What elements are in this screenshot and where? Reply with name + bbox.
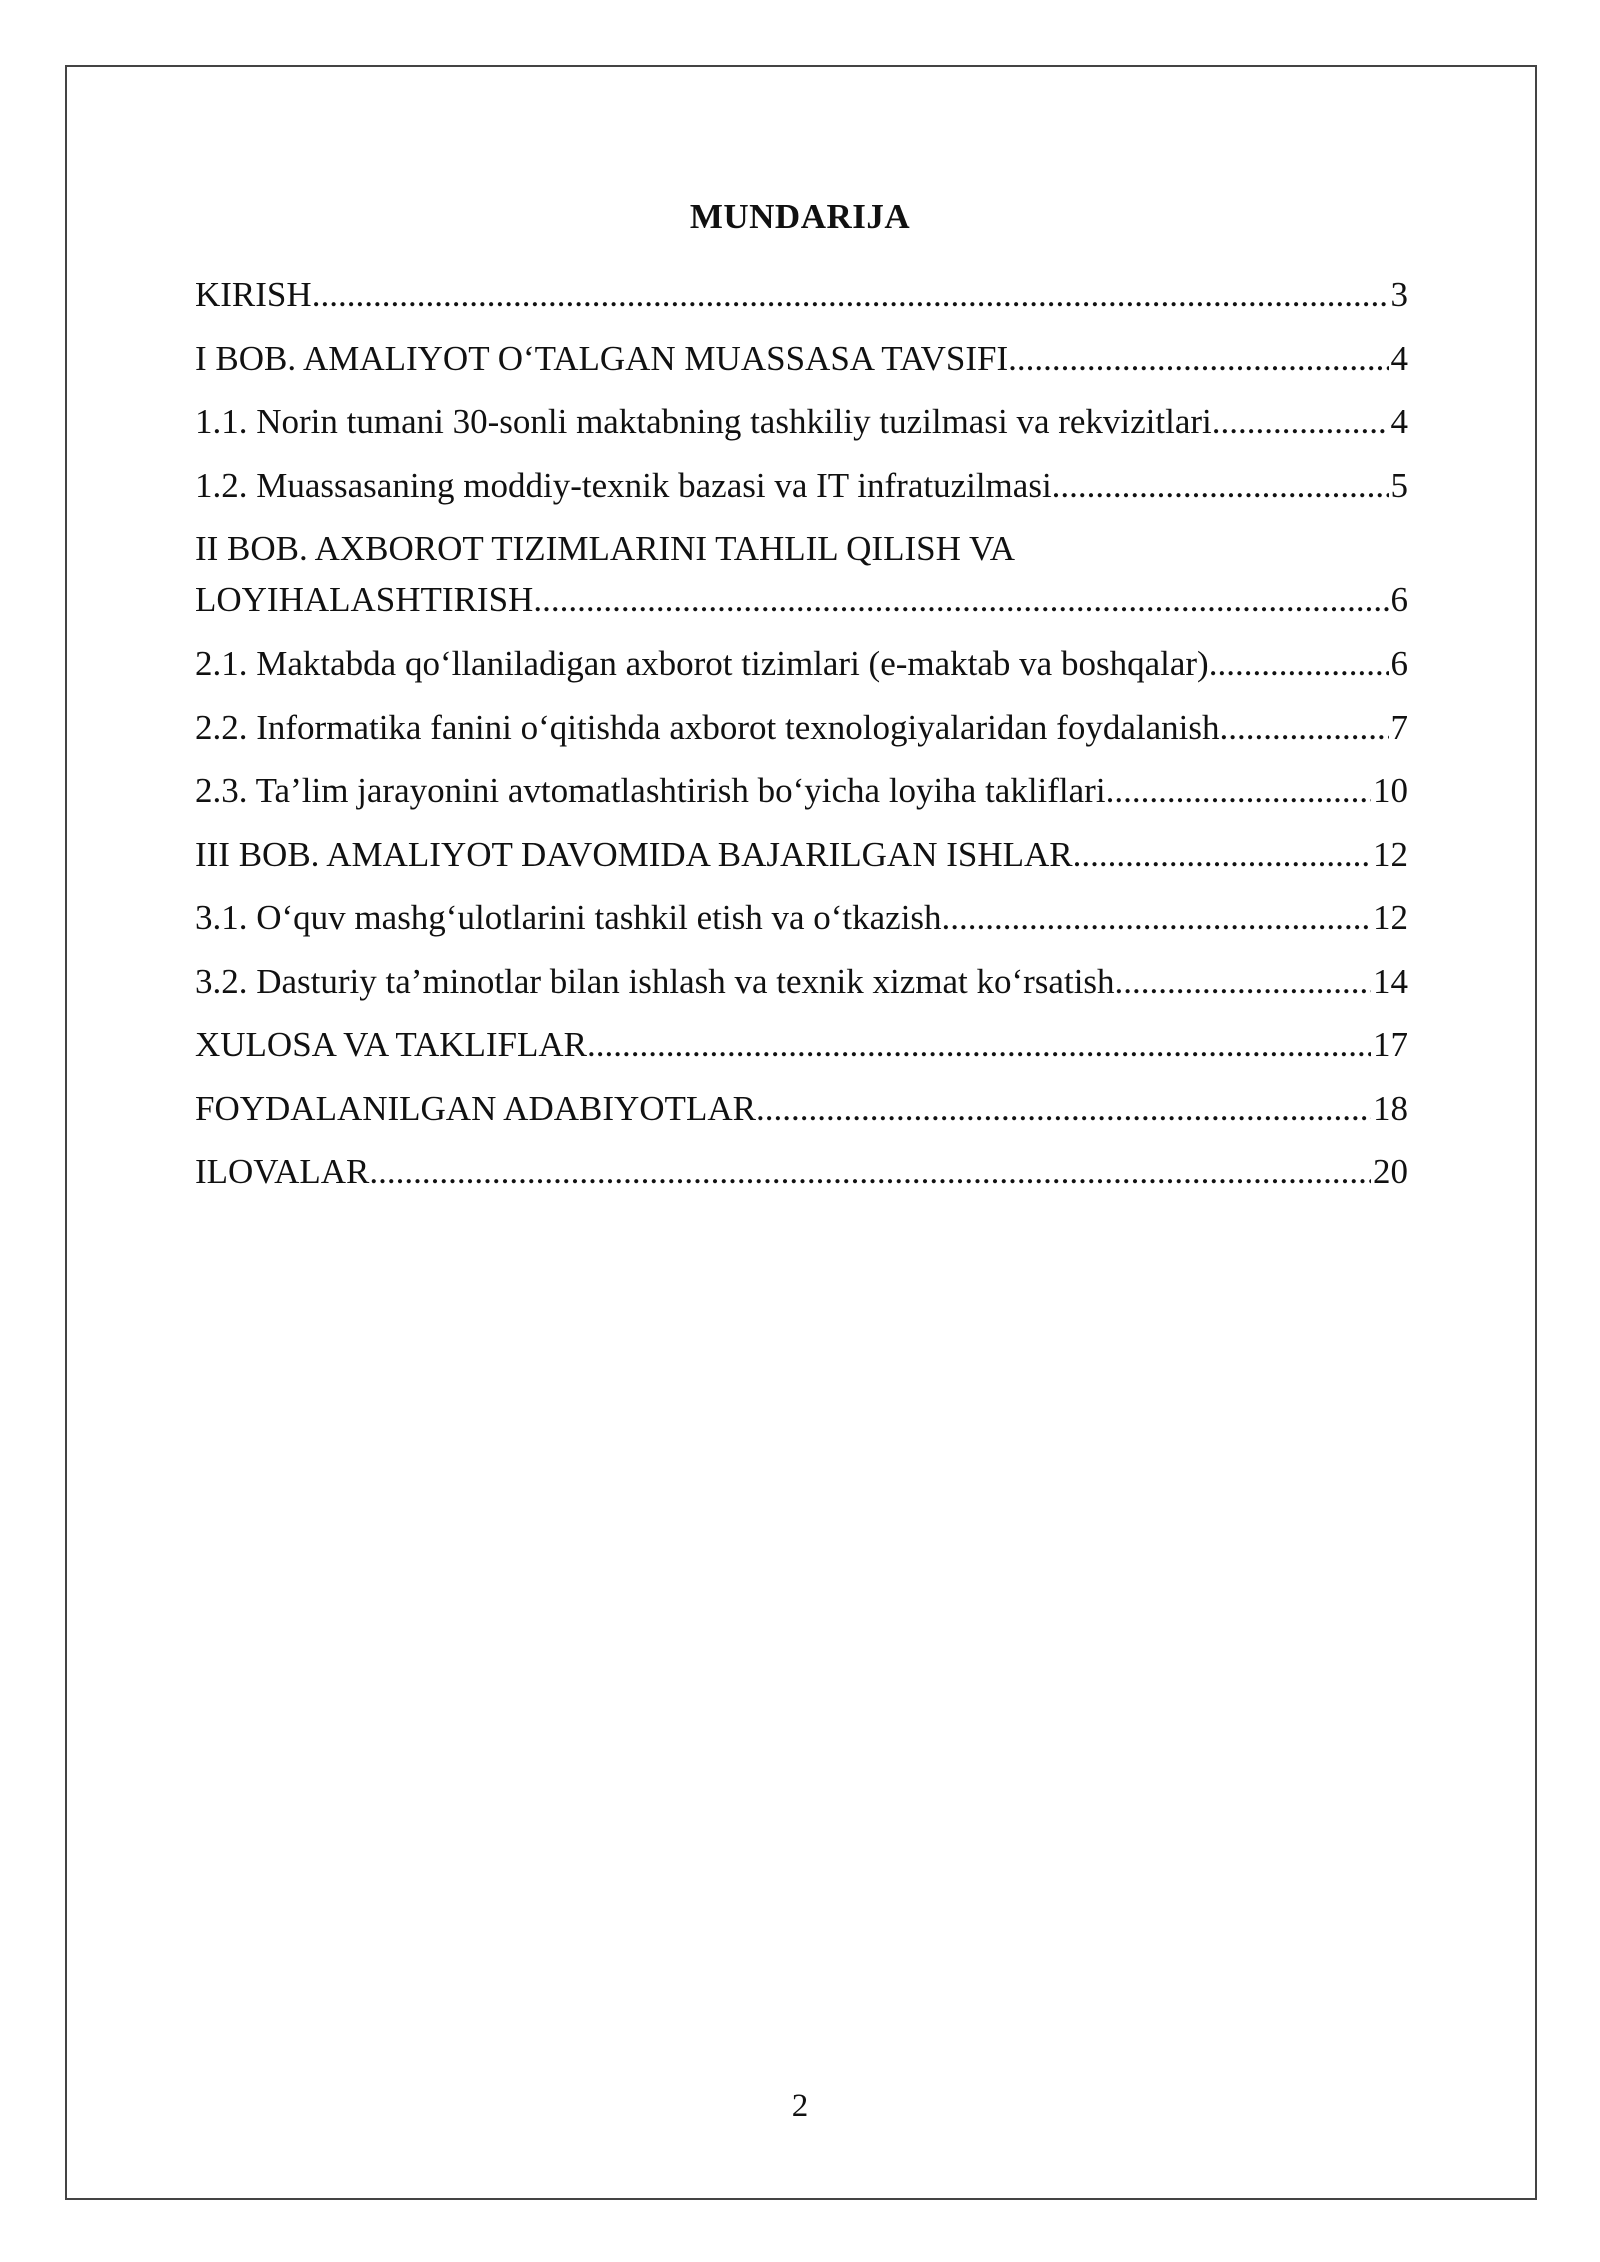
toc-entry-1-1[interactable] xyxy=(195,401,1408,465)
toc-entry-page: 14 xyxy=(1373,961,1408,1001)
toc-entry-2-1[interactable] xyxy=(195,643,1408,707)
toc-entry-text: 2.3. Ta’lim jarayonini avtomatlashtirish bo‘yicha loyiha takliflari xyxy=(195,771,1106,810)
toc-entry-page: 6 xyxy=(1390,644,1408,683)
toc-entry-2-3[interactable] xyxy=(195,770,1408,834)
toc-entry-text-line1: II BOB. AXBOROT TIZIMLARINI TAHLIL QILISH VA xyxy=(195,529,1016,568)
dot-leader xyxy=(1209,643,1389,685)
toc-entry-page: 5 xyxy=(1390,465,1408,505)
toc-entry-text: XULOSA VA TAKLIFLAR xyxy=(195,1025,587,1064)
page-number: 2 xyxy=(791,2088,809,2124)
dot-leader xyxy=(369,1151,1371,1193)
toc-entry-ilovalar[interactable] xyxy=(195,1151,1408,1215)
toc-entry-page: 17 xyxy=(1373,1025,1408,1064)
toc-entry-page: 6 xyxy=(1390,580,1408,619)
dot-leader xyxy=(1212,401,1389,443)
toc-entry-text: FOYDALANILGAN ADABIYOTLAR xyxy=(195,1088,756,1128)
toc-entry-text: ILOVALAR xyxy=(195,1152,370,1191)
toc-entry-page: 3 xyxy=(1390,275,1408,314)
toc-entry-adabiyotlar[interactable] xyxy=(195,1088,1408,1152)
toc-entry-page: 7 xyxy=(1390,707,1408,747)
toc-entry-page: 4 xyxy=(1390,338,1408,378)
toc-entry-text-line2: LOYIHALASHTIRISH xyxy=(195,580,534,619)
dot-leader xyxy=(1052,465,1389,507)
toc-entry-text: KIRISH xyxy=(195,275,312,314)
toc-entry-text: 1.1. Norin tumani 30-sonli maktabning tashkiliy tuzilmasi va rekvizitlari xyxy=(195,402,1212,441)
toc-entry-2-2[interactable] xyxy=(195,707,1408,771)
toc-entry-text: 3.2. Dasturiy ta’minotlar bilan ishlash va texnik xizmat ko‘rsatish xyxy=(195,961,1115,1001)
dot-leader xyxy=(533,579,1388,621)
toc-entry-page: 18 xyxy=(1373,1088,1408,1128)
toc-entry-page: 20 xyxy=(1373,1152,1408,1191)
dot-leader xyxy=(587,1024,1371,1066)
toc-entry-page: 10 xyxy=(1373,771,1408,810)
dot-leader xyxy=(312,274,1389,316)
toc-entry-chapter-2[interactable] xyxy=(195,528,1408,643)
dot-leader xyxy=(1008,338,1388,380)
toc-entry-text: 1.2. Muassasaning moddiy-texnik bazasi va IT infratuzilmasi xyxy=(195,465,1052,505)
dot-leader xyxy=(1219,707,1388,749)
dot-leader xyxy=(942,897,1371,939)
page-title: MUNDARIJA xyxy=(689,197,911,236)
toc-entry-page: 12 xyxy=(1373,834,1408,874)
toc-entry-text: I BOB. AMALIYOT O‘TALGAN MUASSASA TAVSIFI xyxy=(195,338,1009,378)
table-of-contents xyxy=(195,274,1408,1215)
toc-entry-chapter-1[interactable] xyxy=(195,338,1408,402)
toc-entry-chapter-3[interactable] xyxy=(195,834,1408,898)
toc-entry-3-1[interactable] xyxy=(195,897,1408,961)
toc-entry-page: 4 xyxy=(1390,402,1408,441)
toc-entry-text: 2.2. Informatika fanini o‘qitishda axborot texnologiyalaridan foydalanish xyxy=(195,707,1220,747)
dot-leader xyxy=(1115,961,1371,1003)
dot-leader xyxy=(1106,770,1371,812)
dot-leader xyxy=(756,1088,1371,1130)
toc-entry-text: III BOB. AMALIYOT DAVOMIDA BAJARILGAN ISHLAR xyxy=(195,834,1073,874)
toc-entry-xulosa[interactable] xyxy=(195,1024,1408,1088)
toc-entry-page: 12 xyxy=(1373,898,1408,937)
toc-entry-kirish[interactable] xyxy=(195,274,1408,338)
toc-entry-3-2[interactable] xyxy=(195,961,1408,1025)
toc-entry-1-2[interactable] xyxy=(195,465,1408,529)
toc-entry-text: 3.1. O‘quv mashg‘ulotlarini tashkil etish va o‘tkazish xyxy=(195,898,942,937)
toc-entry-text: 2.1. Maktabda qo‘llaniladigan axborot tizimlari (e-maktab va boshqalar) xyxy=(195,644,1209,683)
dot-leader xyxy=(1073,834,1371,876)
